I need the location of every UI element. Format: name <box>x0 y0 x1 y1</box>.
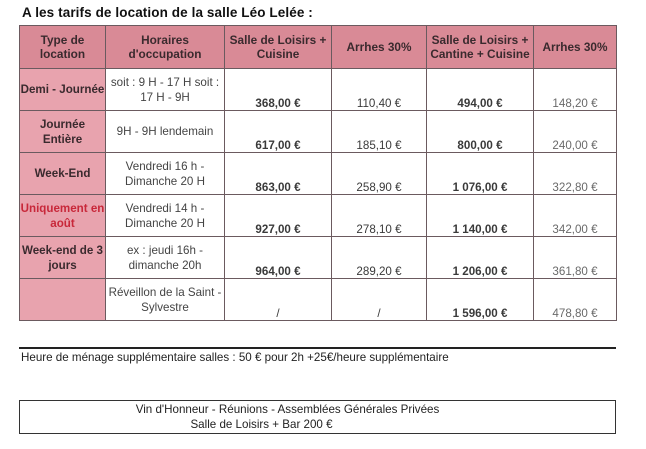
reception-line-1: Vin d'Honneur - Réunions - Assemblées Générales Privées <box>135 403 440 416</box>
row-type: Demi - Journée <box>20 69 106 111</box>
table-row <box>20 69 617 111</box>
price-kitchen: / <box>225 279 332 321</box>
pricing-table <box>19 25 617 321</box>
header-price-kitchen: Salle de Loisirs + Cuisine <box>225 26 332 69</box>
deposit-kitchen: 258,90 € <box>332 153 427 195</box>
price-kitchen: 964,00 € <box>225 237 332 279</box>
deposit-canteen: 148,20 € <box>534 69 617 111</box>
deposit-canteen: 478,80 € <box>534 279 617 321</box>
reception-box <box>19 400 616 434</box>
table-header-row <box>20 26 617 69</box>
deposit-kitchen: 289,20 € <box>332 237 427 279</box>
price-canteen: 1 596,00 € <box>427 279 534 321</box>
deposit-canteen: 361,80 € <box>534 237 617 279</box>
price-kitchen: 617,00 € <box>225 111 332 153</box>
price-canteen: 1 140,00 € <box>427 195 534 237</box>
header-hours: Horaires d'occupation <box>106 26 225 69</box>
deposit-kitchen: / <box>332 279 427 321</box>
deposit-kitchen: 110,40 € <box>332 69 427 111</box>
row-hours: Vendredi 14 h - Dimanche 20 H <box>106 195 225 237</box>
price-canteen: 1 206,00 € <box>427 237 534 279</box>
row-hours: soit : 9 H - 17 H soit : 17 H - 9H <box>106 69 225 111</box>
document-title: A les tarifs de location de la salle Léo Lelée : <box>22 5 313 20</box>
row-type: Journée Entière <box>20 111 106 153</box>
row-hours: Réveillon de la Saint - Sylvestre <box>106 279 225 321</box>
deposit-canteen: 240,00 € <box>534 111 617 153</box>
header-price-canteen: Salle de Loisirs + Cantine + Cuisine <box>427 26 534 69</box>
price-canteen: 494,00 € <box>427 69 534 111</box>
table-row <box>20 111 617 153</box>
header-deposit-canteen: Arrhes 30% <box>534 26 617 69</box>
price-kitchen: 863,00 € <box>225 153 332 195</box>
row-type: Week-End <box>20 153 106 195</box>
price-canteen: 800,00 € <box>427 111 534 153</box>
row-hours: ex : jeudi 16h - dimanche 20h <box>106 237 225 279</box>
table-row <box>20 195 617 237</box>
header-deposit-kitchen: Arrhes 30% <box>332 26 427 69</box>
table-row <box>20 279 617 321</box>
extra-cleaning-note: Heure de ménage supplémentaire salles : 50 € pour 2h +25€/heure supplémentaire <box>19 347 616 369</box>
table-row <box>20 237 617 279</box>
row-type <box>20 279 106 321</box>
price-kitchen: 927,00 € <box>225 195 332 237</box>
deposit-kitchen: 278,10 € <box>332 195 427 237</box>
price-kitchen: 368,00 € <box>225 69 332 111</box>
reception-line-2: Salle de Loisirs + Bar 200 € <box>190 418 333 431</box>
row-type: Uniquement en août <box>20 195 106 237</box>
row-type: Week-end de 3 jours <box>20 237 106 279</box>
price-canteen: 1 076,00 € <box>427 153 534 195</box>
row-hours: 9H - 9H lendemain <box>106 111 225 153</box>
deposit-canteen: 342,00 € <box>534 195 617 237</box>
deposit-canteen: 322,80 € <box>534 153 617 195</box>
deposit-kitchen: 185,10 € <box>332 111 427 153</box>
row-hours: Vendredi 16 h - Dimanche 20 H <box>106 153 225 195</box>
table-row <box>20 153 617 195</box>
header-type: Type de location <box>20 26 106 69</box>
